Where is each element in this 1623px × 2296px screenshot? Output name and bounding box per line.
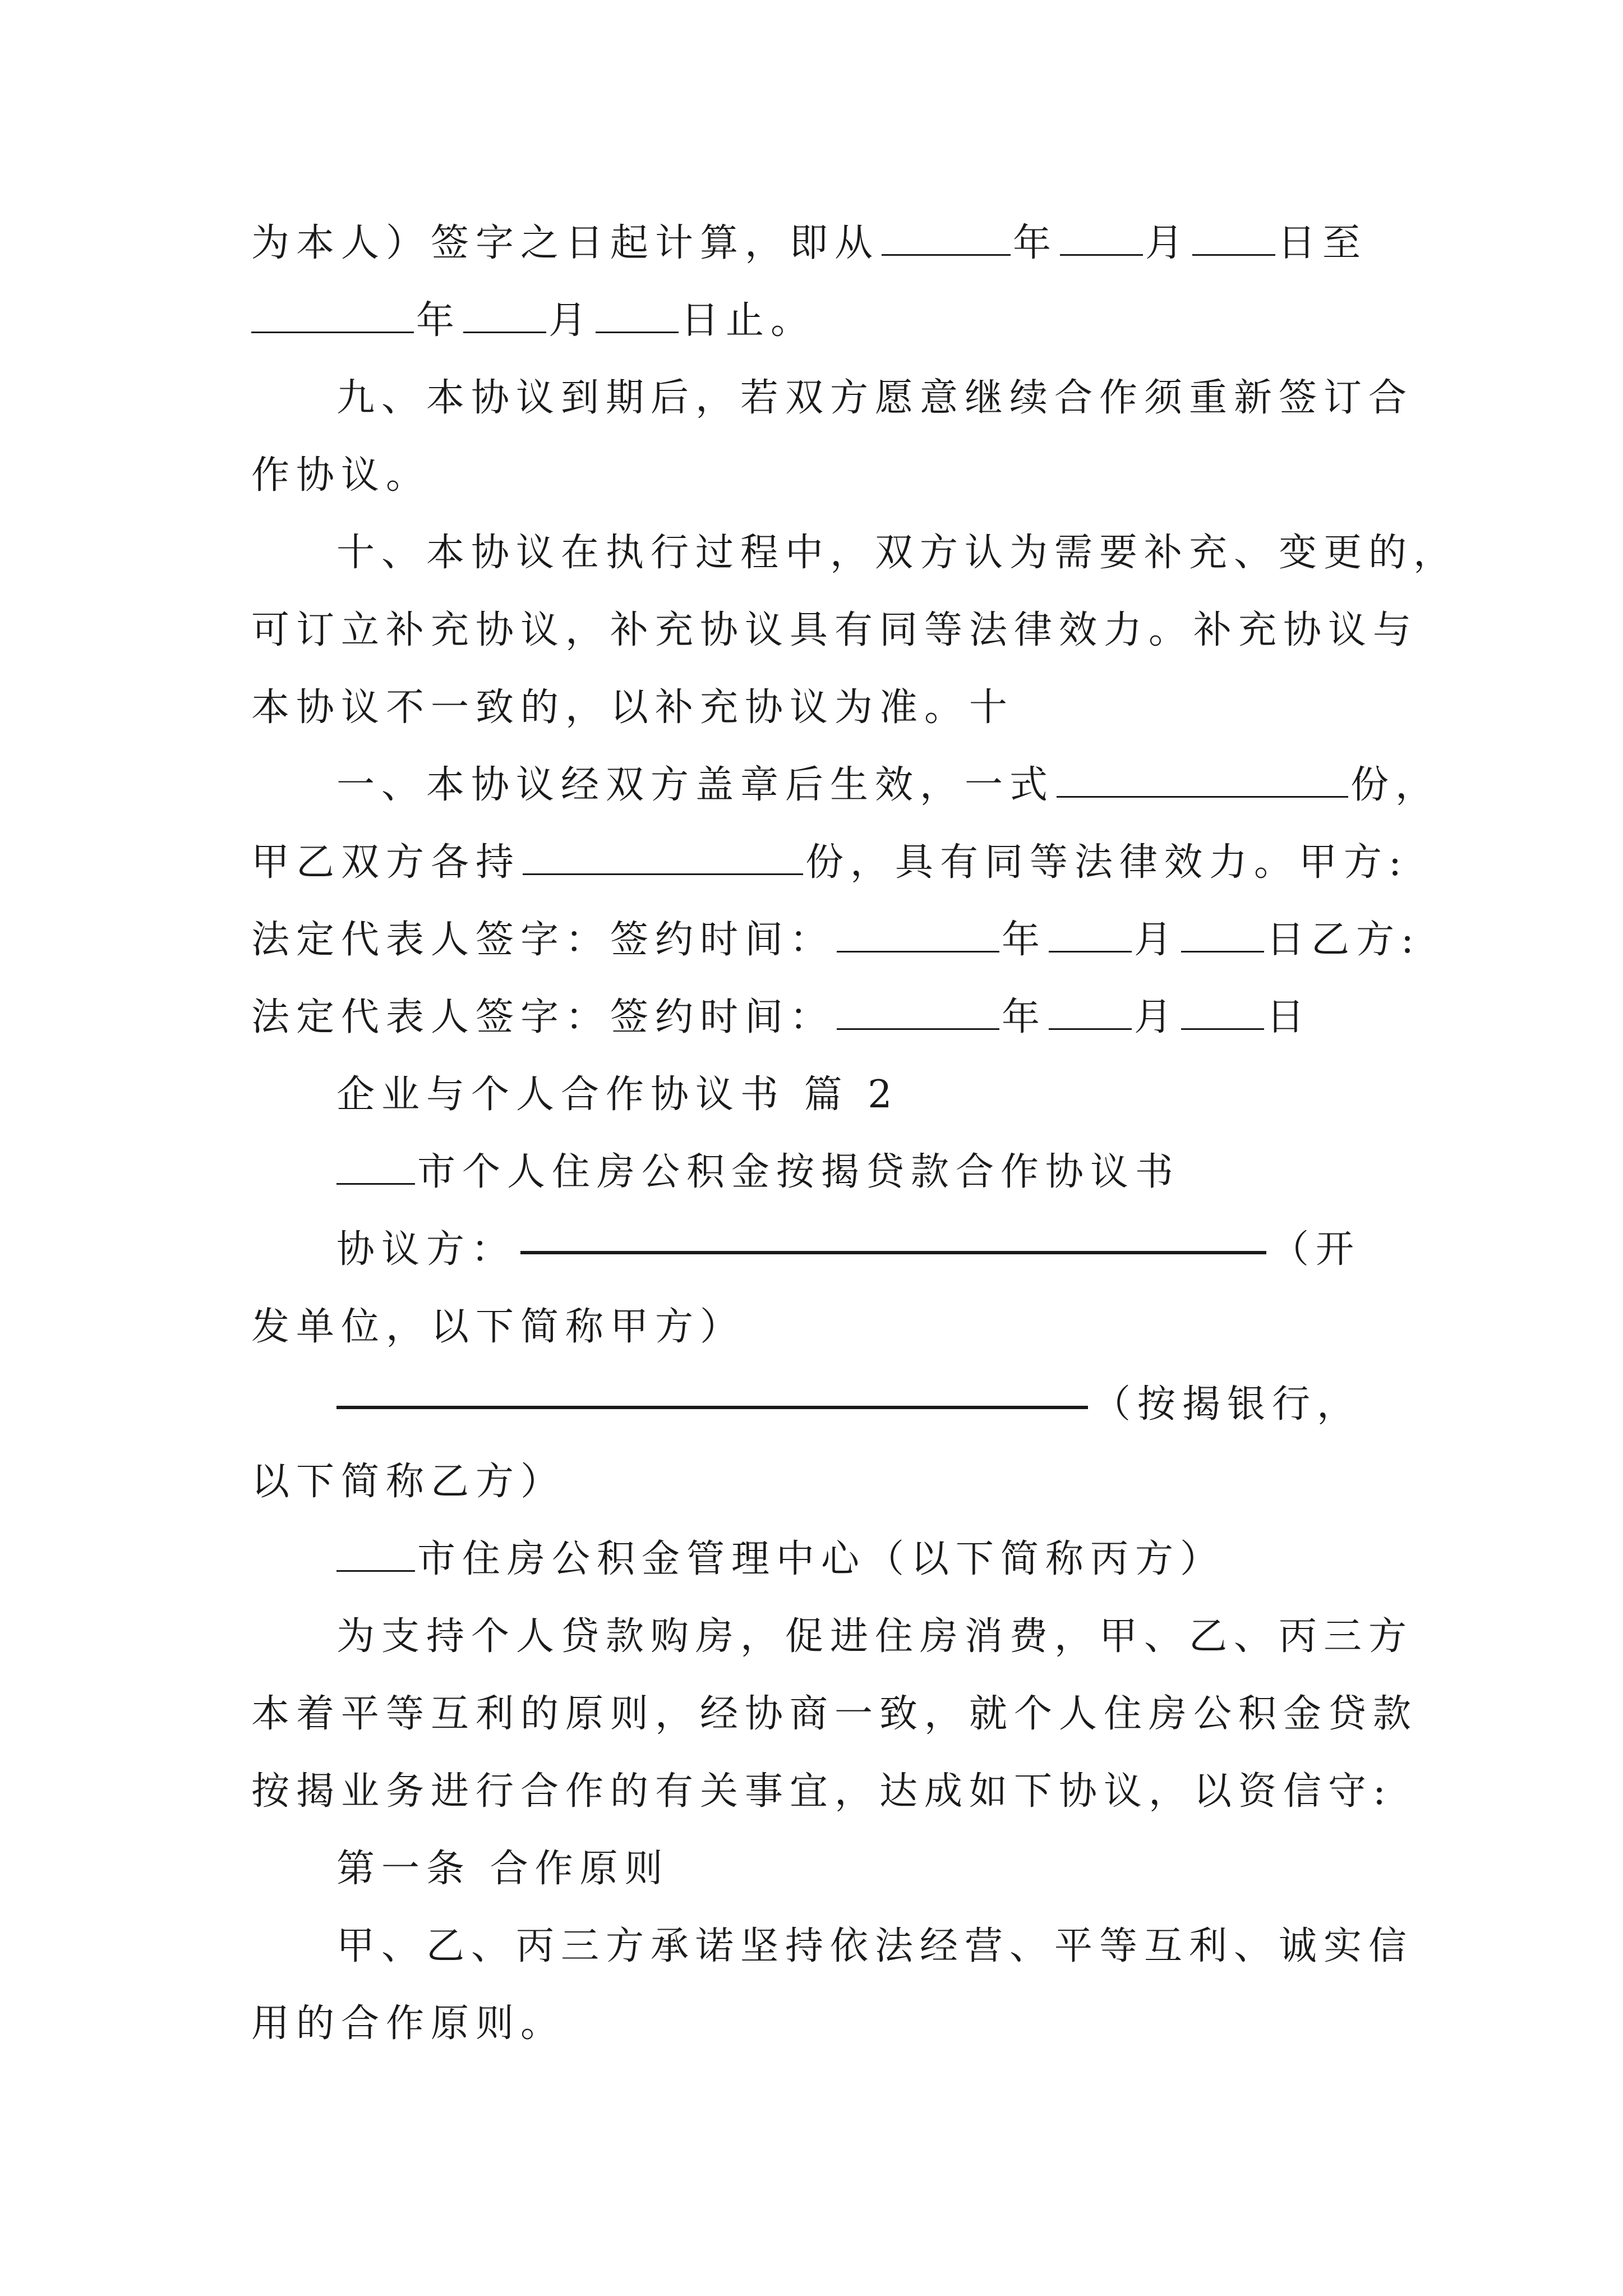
fill-blank [1181,995,1264,1030]
text: 年 [1002,995,1047,1039]
paragraph-line: 可订立补充协议，补充协议具有同等法律效力。补充协议与 [251,608,1418,652]
paragraph-line: 甲、乙、丙三方承诺坚持依法经营、平等互利、诚实信 [336,1924,1414,1968]
text-line [336,1522,1380,1596]
paragraph-line: 作协议。 [251,453,431,498]
text-line [251,826,1408,900]
fill-blank [1057,762,1348,798]
text: 日 [1266,995,1312,1039]
text: 份，具有同等法律效力。甲方: [805,840,1408,885]
paragraph-line: 为支持个人贷款购房，促进住房消费，甲、乙、丙三方 [336,1614,1414,1659]
text: 份， [1350,763,1441,807]
text: 一、本协议经双方盖章后生效，一式 [336,763,1055,807]
paragraph-line: 用的合作原则。 [251,2001,566,2046]
fill-blank [463,298,546,333]
text-line [336,1135,1380,1209]
fill-blank [1181,917,1264,953]
text: 月 [1134,918,1179,962]
section-heading: 企业与个人合作协议书 篇 2 [336,1073,899,1117]
fill-blank [336,1536,415,1572]
fill-blank [837,917,999,953]
paragraph-line: 九、本协议到期后，若双方愿意继续合作须重新签订合 [336,376,1414,420]
paragraph-line: 本着平等互利的原则，经协商一致，就个人住房公积金贷款 [251,1692,1418,1736]
paragraph-line: 发单位，以下简称甲方） [251,1305,745,1349]
paragraph-line: 以下简称乙方） [251,1460,566,1504]
article-heading: 第一条 合作原则 [336,1847,670,1891]
text: 法定代表人签字：签约时间： [251,918,835,962]
party-rule [336,1406,1088,1409]
fill-blank [1049,917,1132,953]
text: 法定代表人签字：签约时间： [251,995,835,1039]
text-line [251,284,1380,358]
text: 月 [1145,221,1191,265]
text-line [336,1368,1380,1442]
fill-blank [1060,220,1143,256]
text: 协议方： [336,1227,517,1272]
text-line [251,206,1380,280]
fill-blank [336,1149,415,1185]
party-rule [520,1251,1266,1254]
fill-blank [882,220,1011,256]
fill-blank [1192,220,1275,256]
text: 年 [416,298,462,343]
text: （开 [1271,1227,1361,1272]
paragraph-line: 按揭业务进行合作的有关事宜，达成如下协议，以资信守: [251,1769,1393,1814]
text-line [336,1213,1380,1287]
text: 市个人住房公积金按揭贷款合作协议书 [417,1150,1181,1194]
text: 月 [548,298,594,343]
text-line [336,748,1441,822]
text: （按揭银行， [1092,1382,1362,1427]
text: 甲乙双方各持 [251,840,521,885]
text: 年 [1013,221,1058,265]
text: 日至 [1278,221,1368,265]
text: 年 [1002,918,1047,962]
text: 市住房公积金管理中心（以下简称丙方） [417,1537,1225,1581]
fill-blank [837,995,999,1030]
fill-blank [523,840,803,875]
text: 为本人）签字之日起计算，即从 [251,221,880,265]
text: 日乙方: [1266,918,1421,962]
paragraph-line: 十、本协议在执行过程中，双方认为需要补充、变更的， [336,531,1459,575]
text: 月 [1134,995,1179,1039]
fill-blank [1049,995,1132,1030]
text-line [251,903,1421,977]
fill-blank [251,298,414,333]
text-line [251,981,1380,1055]
text: 日止。 [681,298,816,343]
fill-blank [596,298,679,333]
paragraph-line: 本协议不一致的，以补充协议为准。十 [251,685,1015,730]
